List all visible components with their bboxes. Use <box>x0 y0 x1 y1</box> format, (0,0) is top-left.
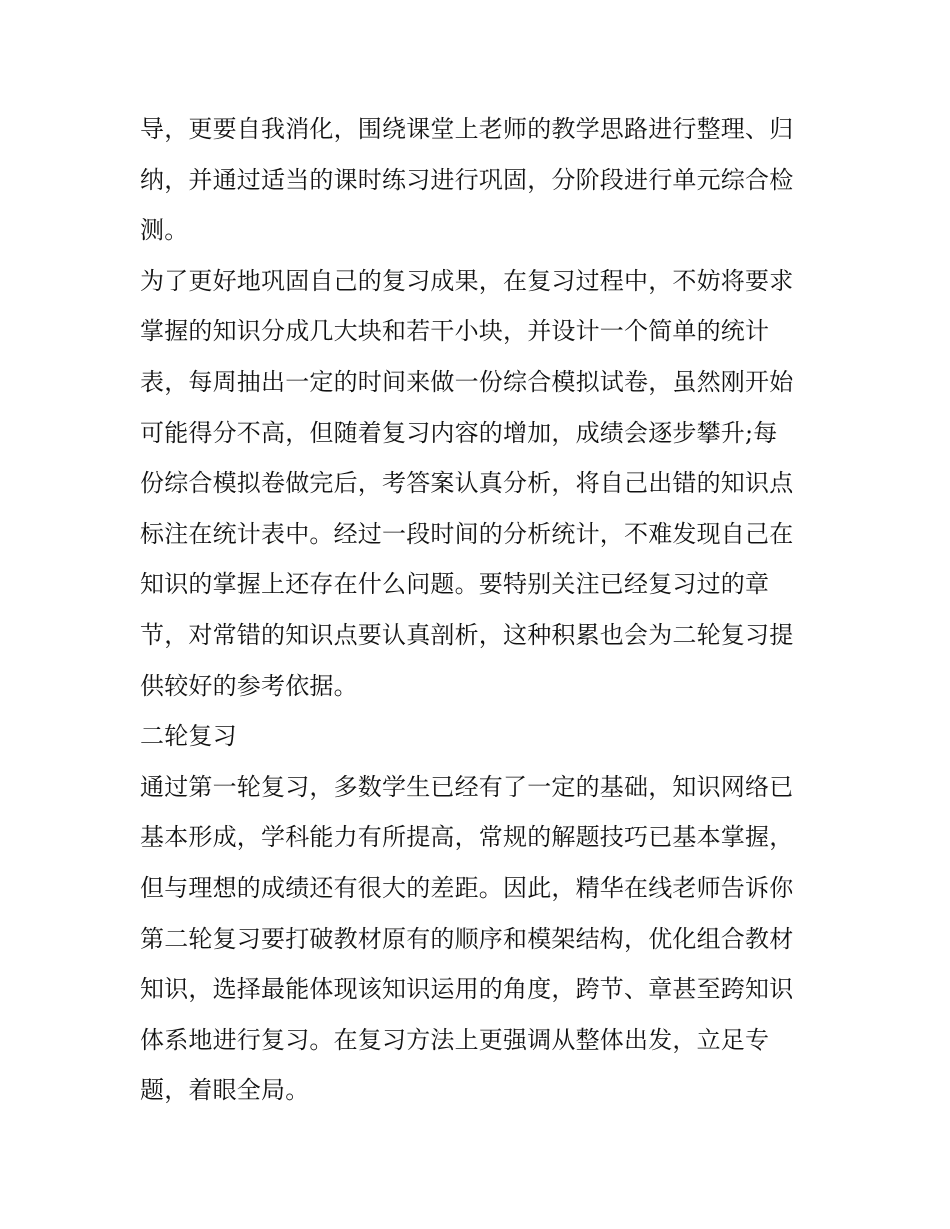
text-line: 基本形成，学科能力有所提高，常规的解题技巧已基本掌握， <box>140 823 794 852</box>
text-line: 导，更要自我消化，围绕课堂上老师的教学思路进行整理、归 <box>140 115 794 143</box>
text-line: 但与理想的成绩还有很大的差距。因此，精华在线老师告诉你 <box>140 873 794 902</box>
section-heading: 二轮复习 <box>140 722 237 751</box>
text-line: 通过第一轮复习，多数学生已经有了一定的基础，知识网络已 <box>140 772 794 801</box>
text-line: 标注在统计表中。经过一段时间的分析统计，不难发现自己在 <box>140 519 794 548</box>
text-line: 份综合模拟卷做完后，考答案认真分析，将自己出错的知识点 <box>140 469 794 498</box>
text-line: 题，着眼全局。 <box>140 1076 310 1105</box>
document-body <box>140 104 816 1116</box>
text-line: 掌握的知识分成几大块和若干小块，并设计一个简单的统计 <box>140 317 770 346</box>
text-line: 为了更好地巩固自己的复习成果，在复习过程中，不妨将要求 <box>140 266 794 295</box>
text-line: 测。 <box>140 216 189 245</box>
text-line: 纳，并通过适当的课时练习进行巩固，分阶段进行单元综合检 <box>140 165 794 194</box>
text-line: 第二轮复习要打破教材原有的顺序和模架结构，优化组合教材 <box>140 924 794 953</box>
text-line: 节，对常错的知识点要认真剖析，这种积累也会为二轮复习提 <box>140 620 794 649</box>
text-line: 可能得分不高，但随着复习内容的增加，成绩会逐步攀升;每 <box>140 418 778 447</box>
text-line: 体系地进行复习。在复习方法上更强调从整体出发，立足专 <box>140 1025 770 1054</box>
text-line: 供较好的参考依据。 <box>140 671 358 700</box>
text-line: 表，每周抽出一定的时间来做一份综合模拟试卷，虽然刚开始 <box>140 367 794 396</box>
text-line: 知识，选择最能体现该知识运用的角度，跨节、章甚至跨知识 <box>140 975 794 1004</box>
text-line: 知识的掌握上还存在什么问题。要特别关注已经复习过的章 <box>140 570 770 599</box>
